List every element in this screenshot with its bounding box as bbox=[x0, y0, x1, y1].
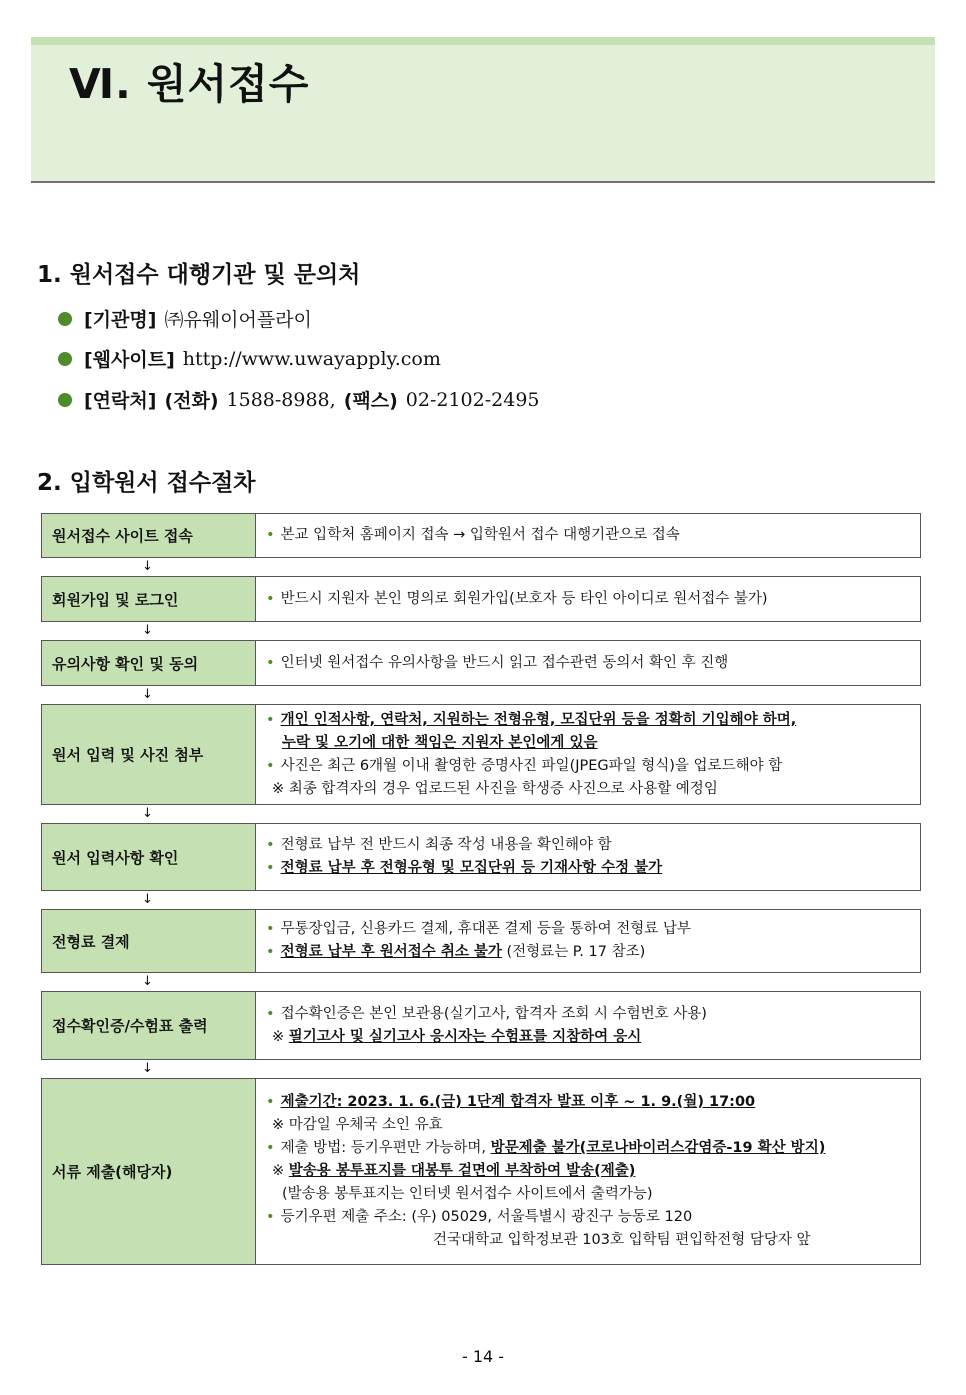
arrow-down-icon: ↓ bbox=[142, 1061, 153, 1076]
step-text: 누락 및 오기에 대한 책임은 지원자 본인에게 있음 bbox=[282, 734, 598, 751]
step-note: ※ 마감일 우체국 소인 유효 bbox=[272, 1117, 443, 1133]
website-label: [웹사이트] bbox=[84, 349, 175, 371]
info-org bbox=[58, 305, 312, 332]
step-content: • 전형료 납부 전 반드시 최종 작성 내용을 확인해야 함 • 전형료 납부 후 전형유형 및 모집단위 등 기재사항 수정 불가 bbox=[266, 837, 663, 876]
step-text: 무통장입금, 신용카드 결제, 휴대폰 결제 등을 통하여 전형료 납부 bbox=[280, 921, 691, 937]
arrow-down-icon: ↓ bbox=[142, 687, 153, 702]
step-text: 접수확인증은 본인 보관용(실기고사, 합격자 조회 시 수험번호 사용) bbox=[280, 1005, 707, 1022]
step-text: 반드시 지원자 본인 명의로 회원가입(보호자 등 타인 아이디로 원서접수 불가) bbox=[280, 590, 768, 607]
step-content: • 본교 입학처 홈페이지 접속 → 입학원서 접수 대행기관으로 접속 bbox=[266, 527, 680, 543]
step-text: 제출 방법: 등기우편만 가능하며, bbox=[280, 1140, 486, 1156]
step-text: 전형료 납부 후 원서접수 취소 불가 bbox=[280, 944, 502, 960]
fax-value: 02-2102-2495 bbox=[405, 388, 540, 411]
org-label: [기관명] bbox=[84, 309, 157, 331]
note-mark: ※ bbox=[272, 1163, 285, 1179]
step-label: 서류 제출(해당자) bbox=[42, 1079, 256, 1264]
fax-label: (팩스) bbox=[343, 390, 398, 412]
section1-title: 1. 원서접수 대행기관 및 문의처 bbox=[37, 262, 361, 288]
step-text: (발송용 봉투표지는 인터넷 원서접수 사이트에서 출력가능) bbox=[282, 1186, 653, 1202]
step-signup-login bbox=[41, 576, 921, 622]
step-note: ※ 최종 합격자의 경우 업로드된 사진을 학생증 사진으로 사용할 예정임 bbox=[272, 780, 718, 797]
step-label: 원서 입력사항 확인 bbox=[42, 824, 256, 890]
arrow-down-icon: ↓ bbox=[142, 806, 153, 821]
step-text: 사진은 최근 6개월 이내 촬영한 증명사진 파일(JPEG파일 형식)을 업로드해야 함 bbox=[280, 757, 783, 774]
step-label: 회원가입 및 로그인 bbox=[42, 577, 256, 621]
step-content: • 접수확인증은 본인 보관용(실기고사, 합격자 조회 시 수험번호 사용) ※ 필기고사 및 실기고사 응시자는 수험표를 지참하여 응시 bbox=[266, 1005, 707, 1045]
step-text: 본교 입학처 홈페이지 접속 → 입학원서 접수 대행기관으로 접속 bbox=[280, 527, 680, 543]
step-confirm-input bbox=[41, 823, 921, 891]
page-number: - 14 - bbox=[461, 1347, 505, 1366]
phone-label: (전화) bbox=[164, 390, 219, 412]
chapter-title: Ⅵ. 원서접수 bbox=[69, 60, 310, 108]
phone-value: 1588-8988, bbox=[226, 388, 336, 411]
step-label: 접수확인증/수험표 출력 bbox=[42, 992, 256, 1059]
step-text: 제출기간: 2023. 1. 6.(금) 1단계 합격자 발표 이후 ~ 1. 9.(월) 17:00 bbox=[280, 1094, 756, 1110]
step-text: 방문제출 불가(코로나바이러스감염증-19 확산 방지) bbox=[490, 1140, 826, 1156]
step-text: 필기고사 및 실기고사 응시자는 수험표를 지참하여 응시 bbox=[288, 1028, 642, 1045]
note-mark: ※ bbox=[272, 1028, 285, 1045]
step-text: 인터넷 원서접수 유의사항을 반드시 읽고 접수관련 동의서 확인 후 진행 bbox=[280, 654, 729, 671]
step-content: • 제출기간: 2023. 1. 6.(금) 1단계 합격자 발표 이후 ~ 1. 9.(월) 17:00 ※ 마감일 우체국 소인 유효 • 제출 방법: 등기우편만 가능하며, 방문제출 불가(코로나바이러스감염증-19 확산 방지) ※ 발송용 봉투표지를 대봉투 겉면에 부착하여 발송(제출) (발송용 봉투표지는 인터넷 원서접수 사이트에서 출력가능) • 등기우편 제출 주소: (우) 05029, 서울특별시 광진구 능동로 120 건국대학교 입학정보관 103호 입학팀 편입학전형 담당자 앞 bbox=[266, 1094, 826, 1248]
arrow-down-icon: ↓ bbox=[142, 623, 153, 638]
step-content: • 인터넷 원서접수 유의사항을 반드시 읽고 접수관련 동의서 확인 후 진행 bbox=[266, 654, 729, 671]
section2-title: 2. 입학원서 접수절차 bbox=[37, 470, 256, 496]
step-site-access bbox=[41, 513, 921, 558]
step-input-photo bbox=[41, 704, 921, 805]
step-text: 전형료 납부 후 전형유형 및 모집단위 등 기재사항 수정 불가 bbox=[280, 860, 663, 876]
info-contact bbox=[58, 386, 540, 413]
org-value: ㈜유웨이어플라이 bbox=[164, 309, 312, 331]
contact-label: [연락처] bbox=[84, 390, 157, 412]
step-text: 개인 인적사항, 연락처, 지원하는 전형유형, 모집단위 등을 정확히 기입해야 하며, bbox=[280, 711, 797, 728]
step-text: 등기우편 제출 주소: (우) 05029, 서울특별시 광진구 능동로 120 bbox=[280, 1209, 693, 1225]
bullet-icon bbox=[58, 312, 72, 326]
step-label: 원서접수 사이트 접속 bbox=[42, 514, 256, 557]
step-text: (전형료는 P. 17 참조) bbox=[506, 944, 646, 960]
chapter-header bbox=[31, 37, 935, 183]
step-label: 전형료 결제 bbox=[42, 910, 256, 972]
bullet-icon bbox=[58, 352, 72, 366]
website-link[interactable]: http://www.uwayapply.com bbox=[182, 347, 441, 370]
step-payment bbox=[41, 909, 921, 973]
step-text: 건국대학교 입학정보관 103호 입학팀 편입학전형 담당자 앞 bbox=[433, 1232, 811, 1248]
step-text: 발송용 봉투표지를 대봉투 겉면에 부착하여 발송(제출) bbox=[288, 1163, 636, 1179]
step-label: 원서 입력 및 사진 첨부 bbox=[42, 705, 256, 804]
step-text: 전형료 납부 전 반드시 최종 작성 내용을 확인해야 함 bbox=[280, 837, 612, 853]
arrow-down-icon: ↓ bbox=[142, 974, 153, 989]
step-content: • 개인 인적사항, 연락처, 지원하는 전형유형, 모집단위 등을 정확히 기입해야 하며, 누락 및 오기에 대한 책임은 지원자 본인에게 있음 • 사진은 최근 6개월 이내 촬영한 증명사진 파일(JPEG파일 형식)을 업로드해야 함 ※ 최종 합격자의 경우 업로드된 사진을 학생증 사진으로 사용할 예정임 bbox=[266, 711, 797, 797]
arrow-down-icon: ↓ bbox=[142, 559, 153, 574]
step-notice-agree bbox=[41, 640, 921, 686]
step-submit-documents bbox=[41, 1078, 921, 1265]
arrow-down-icon: ↓ bbox=[142, 892, 153, 907]
step-content: • 반드시 지원자 본인 명의로 회원가입(보호자 등 타인 아이디로 원서접수 불가) bbox=[266, 590, 768, 607]
info-website bbox=[58, 345, 441, 372]
step-print-ticket bbox=[41, 991, 921, 1060]
step-label: 유의사항 확인 및 동의 bbox=[42, 641, 256, 685]
bullet-icon bbox=[58, 393, 72, 407]
step-content: • 무통장입금, 신용카드 결제, 휴대폰 결제 등을 통하여 전형료 납부 • 전형료 납부 후 원서접수 취소 불가 (전형료는 P. 17 참조) bbox=[266, 921, 691, 960]
